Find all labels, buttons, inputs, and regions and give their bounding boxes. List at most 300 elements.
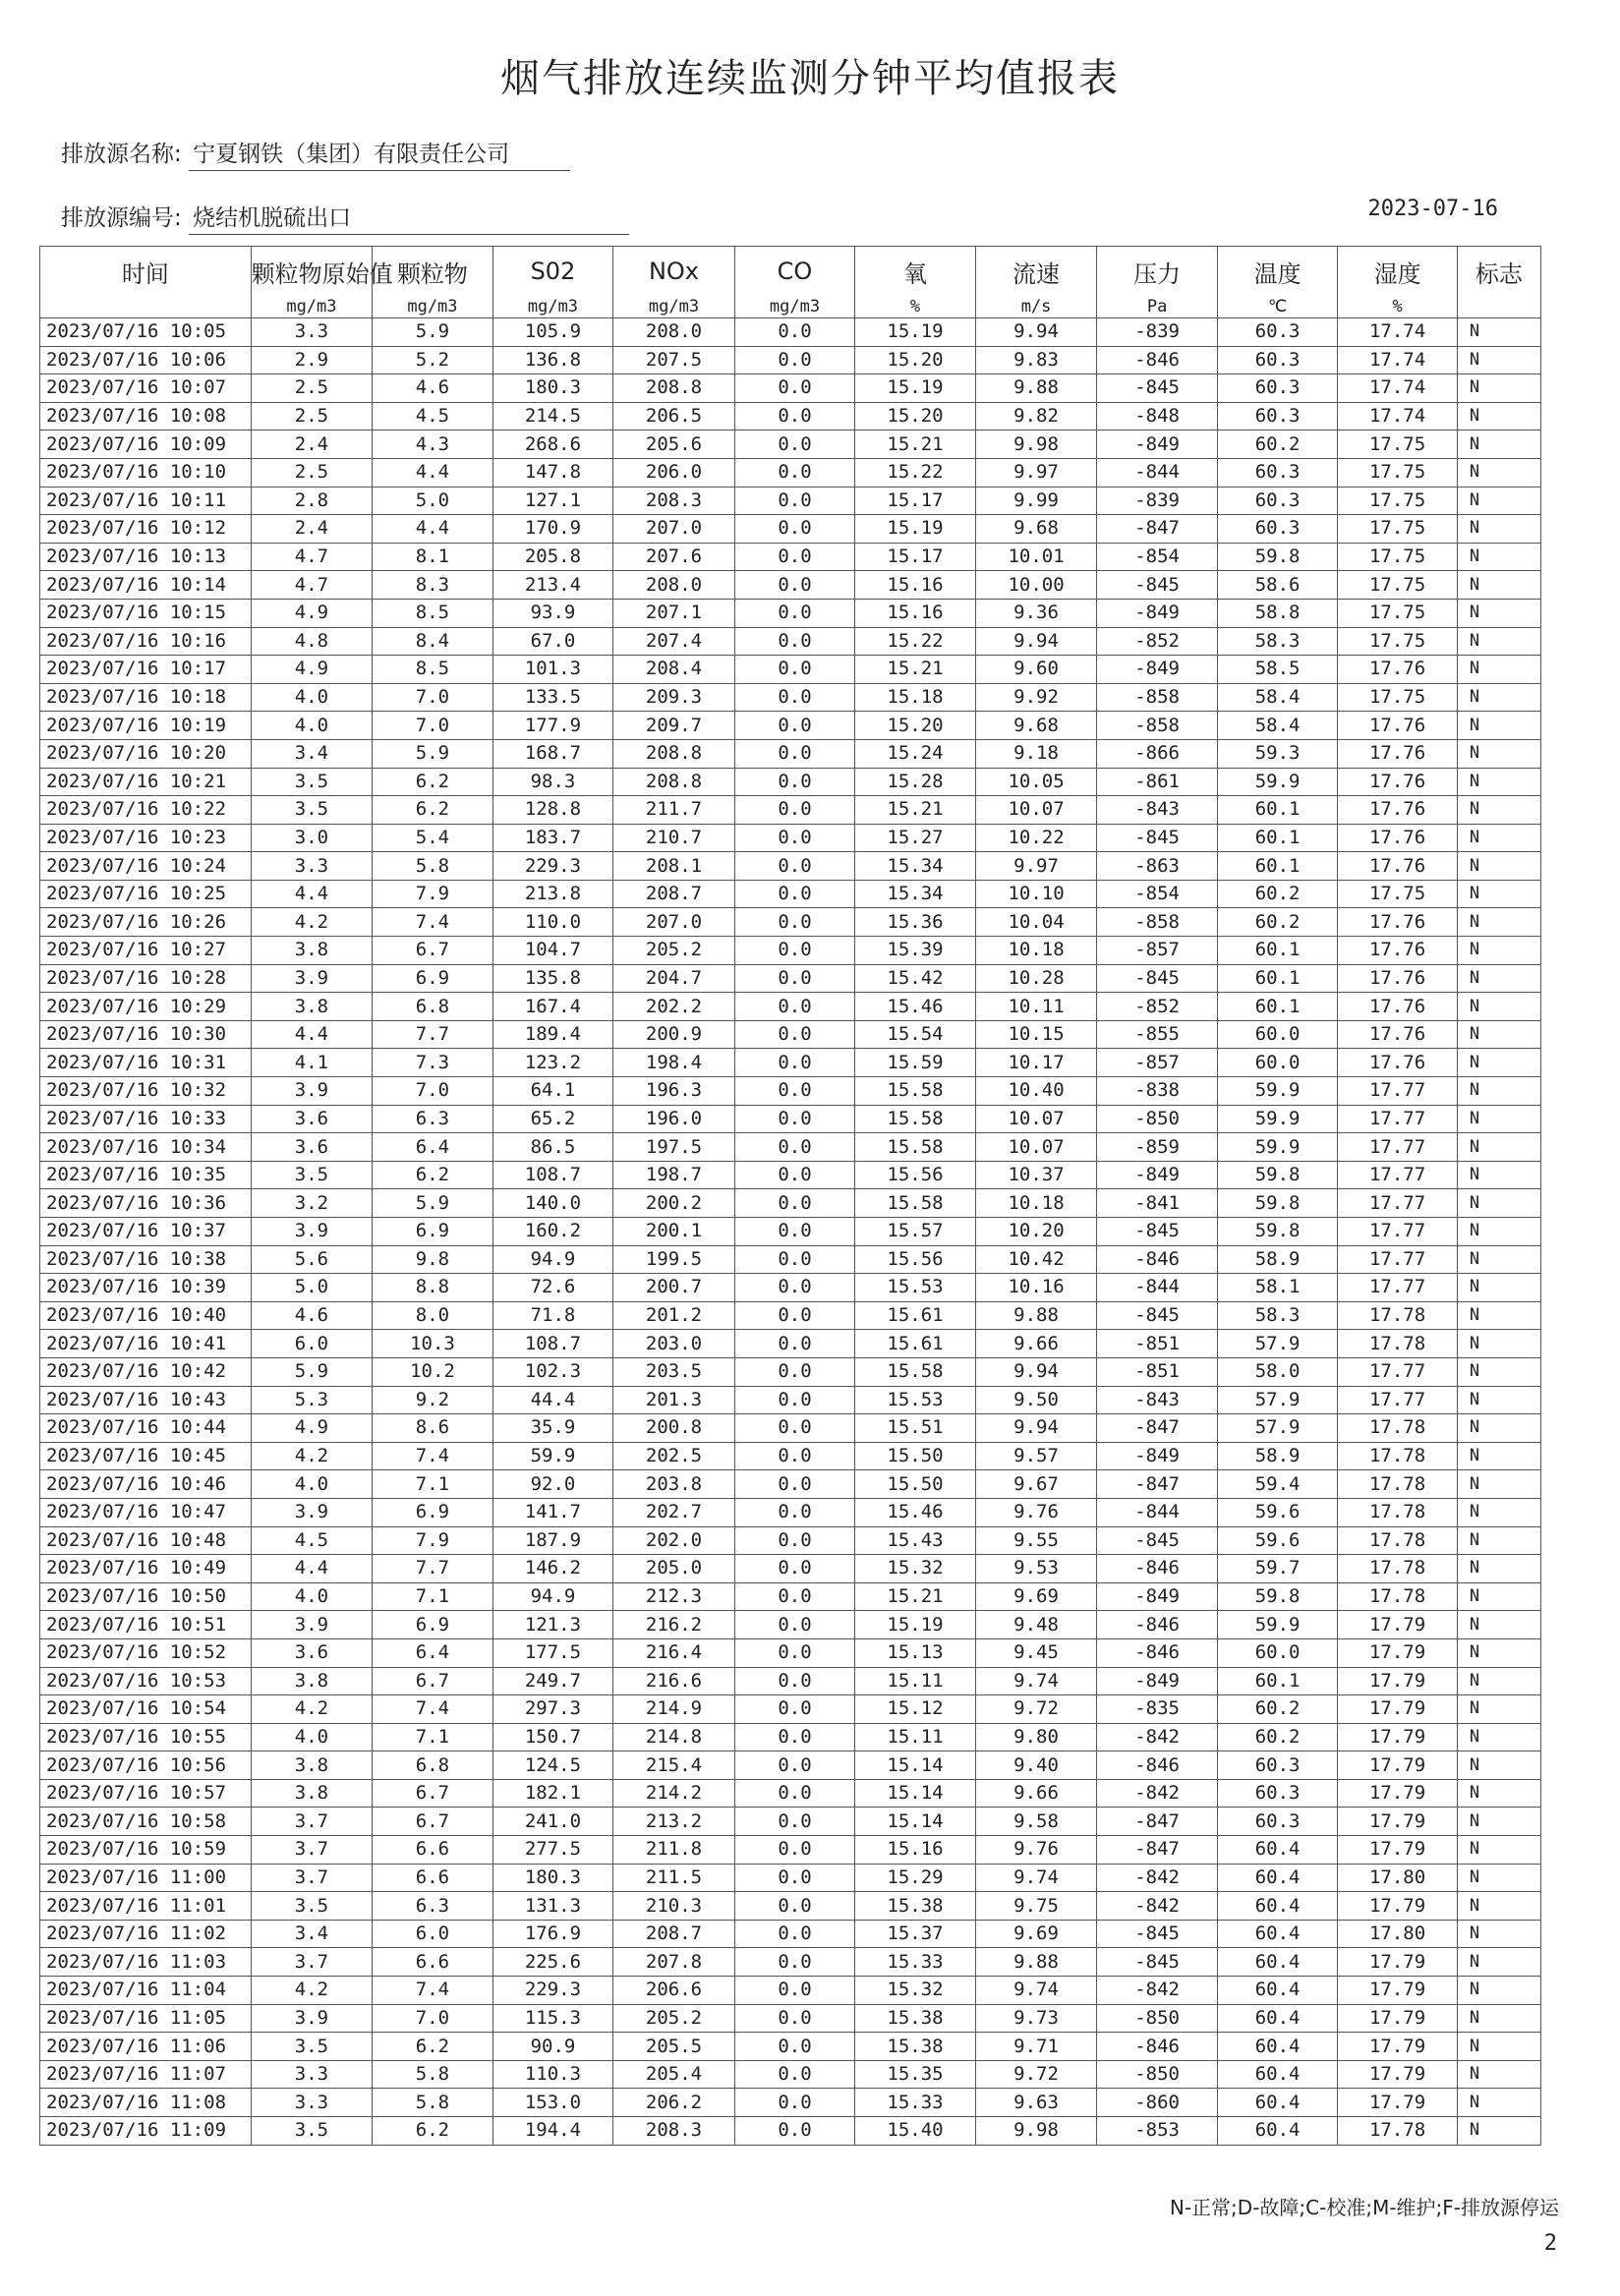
table-row	[40, 1498, 1541, 1526]
cell-time: 2023/07/16 10:15	[40, 599, 252, 627]
cell-particulate: 10.2	[373, 1357, 493, 1386]
cell-temperature: 58.5	[1217, 656, 1338, 684]
cell-humidity: 17.79	[1338, 1695, 1458, 1724]
cell-particulate: 6.9	[373, 1611, 493, 1639]
cell-so2: 229.3	[492, 1977, 613, 2005]
cell-oxygen: 15.21	[855, 430, 976, 459]
cell-velocity: 9.71	[975, 2033, 1097, 2061]
cell-time: 2023/07/16 10:53	[40, 1667, 252, 1695]
status-legend: N-正常;D-故障;C-校准;M-维护;F-排放源停运	[1169, 2196, 1559, 2219]
cell-so2: 177.5	[492, 1638, 613, 1667]
cell-pressure: -846	[1097, 1751, 1218, 1780]
cell-temperature: 59.8	[1217, 1582, 1338, 1611]
table-row	[40, 656, 1541, 684]
table-row	[40, 571, 1541, 600]
cell-pressure: -852	[1097, 627, 1218, 656]
cell-oxygen: 15.61	[855, 1330, 976, 1358]
cell-time: 2023/07/16 10:27	[40, 937, 252, 965]
cell-velocity: 9.94	[975, 318, 1097, 347]
cell-temperature: 60.4	[1217, 2004, 1338, 2033]
cell-velocity: 9.66	[975, 1330, 1097, 1358]
cell-co: 0.0	[734, 1526, 855, 1555]
cell-co: 0.0	[734, 1274, 855, 1302]
cell-flag: N	[1457, 458, 1540, 487]
cell-flag: N	[1457, 2004, 1540, 2033]
cell-so2: 127.1	[492, 487, 613, 515]
cell-time: 2023/07/16 10:49	[40, 1555, 252, 1583]
cell-time: 2023/07/16 10:37	[40, 1218, 252, 1246]
cell-oxygen: 15.43	[855, 1526, 976, 1555]
cell-particulate: 5.8	[373, 2089, 493, 2117]
cell-raw-particulate: 4.2	[251, 1442, 373, 1470]
cell-nox: 208.1	[613, 852, 735, 881]
cell-humidity: 17.78	[1338, 1582, 1458, 1611]
cell-temperature: 59.8	[1217, 1161, 1338, 1189]
cell-so2: 67.0	[492, 627, 613, 656]
cell-flag: N	[1457, 852, 1540, 881]
cell-co: 0.0	[734, 1498, 855, 1526]
cell-flag: N	[1457, 1274, 1540, 1302]
cell-flag: N	[1457, 2089, 1540, 2117]
cell-pressure: -842	[1097, 1723, 1218, 1751]
cell-time: 2023/07/16 11:09	[40, 2117, 252, 2146]
cell-co: 0.0	[734, 1077, 855, 1106]
cell-velocity: 9.75	[975, 1892, 1097, 1921]
cell-humidity: 17.77	[1338, 1218, 1458, 1246]
cell-co: 0.0	[734, 1301, 855, 1330]
cell-nox: 196.3	[613, 1077, 735, 1106]
table-row	[40, 2060, 1541, 2089]
cell-pressure: -860	[1097, 2089, 1218, 2117]
cell-humidity: 17.79	[1338, 1892, 1458, 1921]
cell-temperature: 59.9	[1217, 1611, 1338, 1639]
table-row	[40, 1695, 1541, 1724]
table-row	[40, 1779, 1541, 1808]
cell-humidity: 17.75	[1338, 430, 1458, 459]
column-header-co: CO	[734, 247, 855, 297]
cell-nox: 203.5	[613, 1357, 735, 1386]
cell-temperature: 58.9	[1217, 1245, 1338, 1274]
cell-time: 2023/07/16 11:00	[40, 1864, 252, 1892]
cell-nox: 205.2	[613, 937, 735, 965]
cell-temperature: 59.9	[1217, 768, 1338, 796]
cell-temperature: 60.4	[1217, 1836, 1338, 1865]
cell-raw-particulate: 3.8	[251, 1779, 373, 1808]
table-row	[40, 1667, 1541, 1695]
cell-velocity: 10.00	[975, 571, 1097, 600]
cell-co: 0.0	[734, 2089, 855, 2117]
cell-velocity: 9.76	[975, 1498, 1097, 1526]
cell-nox: 212.3	[613, 1582, 735, 1611]
cell-co: 0.0	[734, 1020, 855, 1049]
cell-humidity: 17.77	[1338, 1189, 1458, 1218]
cell-raw-particulate: 3.9	[251, 1218, 373, 1246]
cell-oxygen: 15.38	[855, 2033, 976, 2061]
cell-time: 2023/07/16 10:59	[40, 1836, 252, 1865]
table-row	[40, 515, 1541, 544]
cell-velocity: 10.18	[975, 1189, 1097, 1218]
cell-time: 2023/07/16 10:36	[40, 1189, 252, 1218]
cell-flag: N	[1457, 683, 1540, 712]
cell-pressure: -859	[1097, 1133, 1218, 1162]
cell-raw-particulate: 3.7	[251, 1948, 373, 1977]
table-row	[40, 318, 1541, 347]
cell-humidity: 17.80	[1338, 1864, 1458, 1892]
table-row	[40, 768, 1541, 796]
cell-pressure: -841	[1097, 1189, 1218, 1218]
cell-particulate: 6.3	[373, 1892, 493, 1921]
cell-co: 0.0	[734, 1245, 855, 1274]
cell-humidity: 17.75	[1338, 880, 1458, 908]
cell-particulate: 6.8	[373, 993, 493, 1021]
cell-temperature: 60.3	[1217, 458, 1338, 487]
cell-co: 0.0	[734, 346, 855, 374]
cell-particulate: 6.2	[373, 2033, 493, 2061]
cell-nox: 216.2	[613, 1611, 735, 1639]
table-row	[40, 1638, 1541, 1667]
column-unit-temperature: ℃	[1217, 296, 1338, 318]
cell-velocity: 9.94	[975, 627, 1097, 656]
source-code-label: 排放源编号:	[61, 205, 182, 231]
cell-oxygen: 15.46	[855, 993, 976, 1021]
cell-nox: 214.2	[613, 1779, 735, 1808]
cell-oxygen: 15.54	[855, 1020, 976, 1049]
cell-nox: 216.6	[613, 1667, 735, 1695]
cell-oxygen: 15.11	[855, 1723, 976, 1751]
cell-humidity: 17.74	[1338, 318, 1458, 347]
cell-so2: 213.4	[492, 571, 613, 600]
cell-pressure: -863	[1097, 852, 1218, 881]
cell-flag: N	[1457, 1330, 1540, 1358]
cell-particulate: 7.1	[373, 1723, 493, 1751]
cell-temperature: 60.0	[1217, 1049, 1338, 1077]
cell-temperature: 57.9	[1217, 1414, 1338, 1443]
cell-raw-particulate: 4.0	[251, 1723, 373, 1751]
cell-particulate: 7.1	[373, 1470, 493, 1499]
cell-co: 0.0	[734, 1105, 855, 1133]
cell-pressure: -847	[1097, 1836, 1218, 1865]
cell-flag: N	[1457, 908, 1540, 937]
cell-co: 0.0	[734, 1667, 855, 1695]
cell-co: 0.0	[734, 1386, 855, 1414]
cell-humidity: 17.75	[1338, 543, 1458, 571]
column-unit-co: mg/m3	[734, 296, 855, 318]
cell-flag: N	[1457, 1808, 1540, 1836]
cell-oxygen: 15.27	[855, 824, 976, 852]
cell-velocity: 9.74	[975, 1977, 1097, 2005]
cell-particulate: 6.6	[373, 1836, 493, 1865]
cell-velocity: 9.88	[975, 374, 1097, 403]
cell-velocity: 9.74	[975, 1864, 1097, 1892]
cell-flag: N	[1457, 1498, 1540, 1526]
cell-raw-particulate: 4.2	[251, 1695, 373, 1724]
cell-so2: 147.8	[492, 458, 613, 487]
cell-so2: 101.3	[492, 656, 613, 684]
cell-particulate: 4.5	[373, 402, 493, 430]
cell-flag: N	[1457, 1555, 1540, 1583]
cell-pressure: -858	[1097, 712, 1218, 740]
cell-oxygen: 15.58	[855, 1105, 976, 1133]
cell-pressure: -847	[1097, 1414, 1218, 1443]
cell-oxygen: 15.33	[855, 2089, 976, 2117]
cell-velocity: 9.80	[975, 1723, 1097, 1751]
cell-nox: 211.5	[613, 1864, 735, 1892]
cell-time: 2023/07/16 10:07	[40, 374, 252, 403]
cell-velocity: 10.40	[975, 1077, 1097, 1106]
cell-nox: 200.2	[613, 1189, 735, 1218]
cell-temperature: 60.0	[1217, 1020, 1338, 1049]
cell-velocity: 10.10	[975, 880, 1097, 908]
cell-co: 0.0	[734, 1638, 855, 1667]
cell-time: 2023/07/16 10:45	[40, 1442, 252, 1470]
cell-velocity: 9.69	[975, 1582, 1097, 1611]
cell-oxygen: 15.18	[855, 683, 976, 712]
report-title: 烟气排放连续监测分钟平均值报表	[500, 56, 1120, 101]
cell-co: 0.0	[734, 1779, 855, 1808]
cell-nox: 208.7	[613, 1920, 735, 1948]
cell-raw-particulate: 4.0	[251, 683, 373, 712]
cell-humidity: 17.76	[1338, 739, 1458, 768]
cell-flag: N	[1457, 1526, 1540, 1555]
cell-temperature: 60.2	[1217, 1695, 1338, 1724]
cell-oxygen: 15.33	[855, 1948, 976, 1977]
cell-oxygen: 15.58	[855, 1077, 976, 1106]
cell-co: 0.0	[734, 656, 855, 684]
cell-co: 0.0	[734, 2004, 855, 2033]
cell-velocity: 9.83	[975, 346, 1097, 374]
cell-nox: 206.2	[613, 2089, 735, 2117]
cell-flag: N	[1457, 712, 1540, 740]
cell-time: 2023/07/16 10:47	[40, 1498, 252, 1526]
cell-particulate: 8.1	[373, 543, 493, 571]
table-row	[40, 852, 1541, 881]
cell-nox: 203.0	[613, 1330, 735, 1358]
cell-particulate: 9.8	[373, 1245, 493, 1274]
cell-pressure: -849	[1097, 1582, 1218, 1611]
cell-time: 2023/07/16 11:05	[40, 2004, 252, 2033]
cell-humidity: 17.76	[1338, 1020, 1458, 1049]
table-row	[40, 937, 1541, 965]
cell-particulate: 7.0	[373, 683, 493, 712]
cell-co: 0.0	[734, 1414, 855, 1443]
cell-nox: 202.7	[613, 1498, 735, 1526]
cell-nox: 206.5	[613, 402, 735, 430]
cell-flag: N	[1457, 1948, 1540, 1977]
cell-flag: N	[1457, 1611, 1540, 1639]
cell-oxygen: 15.20	[855, 402, 976, 430]
cell-temperature: 60.3	[1217, 346, 1338, 374]
cell-so2: 72.6	[492, 1274, 613, 1302]
cell-so2: 160.2	[492, 1218, 613, 1246]
cell-humidity: 17.76	[1338, 824, 1458, 852]
cell-particulate: 5.9	[373, 1189, 493, 1218]
table-row	[40, 1751, 1541, 1780]
cell-so2: 177.9	[492, 712, 613, 740]
table-row	[40, 1470, 1541, 1499]
cell-time: 2023/07/16 10:06	[40, 346, 252, 374]
cell-particulate: 4.3	[373, 430, 493, 459]
cell-pressure: -850	[1097, 1105, 1218, 1133]
cell-particulate: 8.0	[373, 1301, 493, 1330]
cell-velocity: 9.50	[975, 1386, 1097, 1414]
cell-flag: N	[1457, 318, 1540, 347]
cell-particulate: 7.0	[373, 1077, 493, 1106]
cell-raw-particulate: 2.4	[251, 515, 373, 544]
cell-temperature: 60.3	[1217, 1779, 1338, 1808]
table-row	[40, 908, 1541, 937]
cell-flag: N	[1457, 796, 1540, 825]
cell-flag: N	[1457, 1218, 1540, 1246]
cell-co: 0.0	[734, 1948, 855, 1977]
cell-velocity: 9.18	[975, 739, 1097, 768]
cell-so2: 133.5	[492, 683, 613, 712]
cell-velocity: 9.66	[975, 1779, 1097, 1808]
cell-so2: 241.0	[492, 1808, 613, 1836]
cell-oxygen: 15.50	[855, 1470, 976, 1499]
cell-particulate: 5.8	[373, 2060, 493, 2089]
cell-time: 2023/07/16 10:10	[40, 458, 252, 487]
cell-nox: 209.7	[613, 712, 735, 740]
cell-raw-particulate: 4.1	[251, 1049, 373, 1077]
source-name-label: 排放源名称:	[61, 142, 182, 167]
cell-humidity: 17.77	[1338, 1274, 1458, 1302]
cell-humidity: 17.80	[1338, 1920, 1458, 1948]
cell-velocity: 9.55	[975, 1526, 1097, 1555]
table-row	[40, 1442, 1541, 1470]
cell-co: 0.0	[734, 1611, 855, 1639]
cell-temperature: 60.2	[1217, 1723, 1338, 1751]
cell-so2: 180.3	[492, 1864, 613, 1892]
cell-humidity: 17.76	[1338, 1049, 1458, 1077]
column-header-humidity: 湿度	[1338, 247, 1458, 297]
cell-velocity: 10.11	[975, 993, 1097, 1021]
table-row	[40, 1864, 1541, 1892]
cell-pressure: -861	[1097, 768, 1218, 796]
cell-raw-particulate: 3.5	[251, 1161, 373, 1189]
cell-velocity: 9.63	[975, 2089, 1097, 2117]
cell-temperature: 60.1	[1217, 824, 1338, 852]
cell-time: 2023/07/16 10:55	[40, 1723, 252, 1751]
cell-co: 0.0	[734, 1161, 855, 1189]
cell-humidity: 17.79	[1338, 1667, 1458, 1695]
cell-velocity: 10.18	[975, 937, 1097, 965]
cell-humidity: 17.74	[1338, 346, 1458, 374]
cell-so2: 140.0	[492, 1189, 613, 1218]
cell-oxygen: 15.58	[855, 1133, 976, 1162]
cell-raw-particulate: 3.3	[251, 2060, 373, 2089]
cell-raw-particulate: 2.8	[251, 487, 373, 515]
cell-flag: N	[1457, 1864, 1540, 1892]
cell-particulate: 7.4	[373, 1977, 493, 2005]
cell-raw-particulate: 3.3	[251, 318, 373, 347]
cell-particulate: 7.9	[373, 880, 493, 908]
cell-so2: 115.3	[492, 2004, 613, 2033]
cell-particulate: 5.9	[373, 739, 493, 768]
cell-co: 0.0	[734, 1133, 855, 1162]
cell-time: 2023/07/16 10:16	[40, 627, 252, 656]
cell-time: 2023/07/16 10:26	[40, 908, 252, 937]
cell-particulate: 5.9	[373, 318, 493, 347]
cell-time: 2023/07/16 10:42	[40, 1357, 252, 1386]
cell-humidity: 17.77	[1338, 1245, 1458, 1274]
cell-humidity: 17.75	[1338, 683, 1458, 712]
cell-oxygen: 15.20	[855, 346, 976, 374]
cell-temperature: 59.9	[1217, 1105, 1338, 1133]
cell-particulate: 4.6	[373, 374, 493, 403]
cell-flag: N	[1457, 1920, 1540, 1948]
cell-particulate: 4.4	[373, 458, 493, 487]
cell-humidity: 17.78	[1338, 1301, 1458, 1330]
cell-flag: N	[1457, 1386, 1540, 1414]
cell-time: 2023/07/16 10:51	[40, 1611, 252, 1639]
cell-time: 2023/07/16 10:54	[40, 1695, 252, 1724]
cell-time: 2023/07/16 10:57	[40, 1779, 252, 1808]
cell-temperature: 58.6	[1217, 571, 1338, 600]
cell-humidity: 17.78	[1338, 1526, 1458, 1555]
cell-time: 2023/07/16 10:29	[40, 993, 252, 1021]
cell-humidity: 17.77	[1338, 1357, 1458, 1386]
cell-oxygen: 15.11	[855, 1667, 976, 1695]
cell-raw-particulate: 5.3	[251, 1386, 373, 1414]
cell-particulate: 6.7	[373, 1667, 493, 1695]
cell-pressure: -854	[1097, 543, 1218, 571]
cell-velocity: 10.07	[975, 796, 1097, 825]
cell-velocity: 9.94	[975, 1414, 1097, 1443]
cell-time: 2023/07/16 10:20	[40, 739, 252, 768]
cell-nox: 208.3	[613, 2117, 735, 2146]
cell-raw-particulate: 4.4	[251, 1555, 373, 1583]
cell-temperature: 57.9	[1217, 1330, 1338, 1358]
cell-pressure: -845	[1097, 1218, 1218, 1246]
cell-particulate: 7.4	[373, 1695, 493, 1724]
table-row	[40, 627, 1541, 656]
cell-pressure: -844	[1097, 1498, 1218, 1526]
cell-particulate: 7.4	[373, 1442, 493, 1470]
cell-temperature: 60.1	[1217, 993, 1338, 1021]
cell-oxygen: 15.61	[855, 1301, 976, 1330]
cell-pressure: -845	[1097, 824, 1218, 852]
cell-so2: 94.9	[492, 1582, 613, 1611]
cell-humidity: 17.79	[1338, 2004, 1458, 2033]
cell-nox: 207.0	[613, 515, 735, 544]
cell-raw-particulate: 2.5	[251, 458, 373, 487]
cell-oxygen: 15.32	[855, 1555, 976, 1583]
cell-raw-particulate: 3.7	[251, 1836, 373, 1865]
cell-velocity: 10.37	[975, 1161, 1097, 1189]
cell-humidity: 17.78	[1338, 1414, 1458, 1443]
cell-nox: 208.4	[613, 656, 735, 684]
table-row	[40, 1414, 1541, 1443]
table-row	[40, 1723, 1541, 1751]
cell-oxygen: 15.16	[855, 571, 976, 600]
cell-velocity: 9.53	[975, 1555, 1097, 1583]
cell-humidity: 17.79	[1338, 1638, 1458, 1667]
cell-flag: N	[1457, 374, 1540, 403]
cell-pressure: -850	[1097, 2004, 1218, 2033]
cell-so2: 110.0	[492, 908, 613, 937]
cell-flag: N	[1457, 1751, 1540, 1780]
cell-oxygen: 15.53	[855, 1274, 976, 1302]
cell-velocity: 9.97	[975, 852, 1097, 881]
cell-velocity: 9.74	[975, 1667, 1097, 1695]
cell-so2: 194.4	[492, 2117, 613, 2146]
cell-velocity: 9.73	[975, 2004, 1097, 2033]
cell-nox: 200.8	[613, 1414, 735, 1443]
cell-time: 2023/07/16 10:24	[40, 852, 252, 881]
table-row	[40, 1555, 1541, 1583]
cell-raw-particulate: 4.0	[251, 712, 373, 740]
cell-flag: N	[1457, 1133, 1540, 1162]
